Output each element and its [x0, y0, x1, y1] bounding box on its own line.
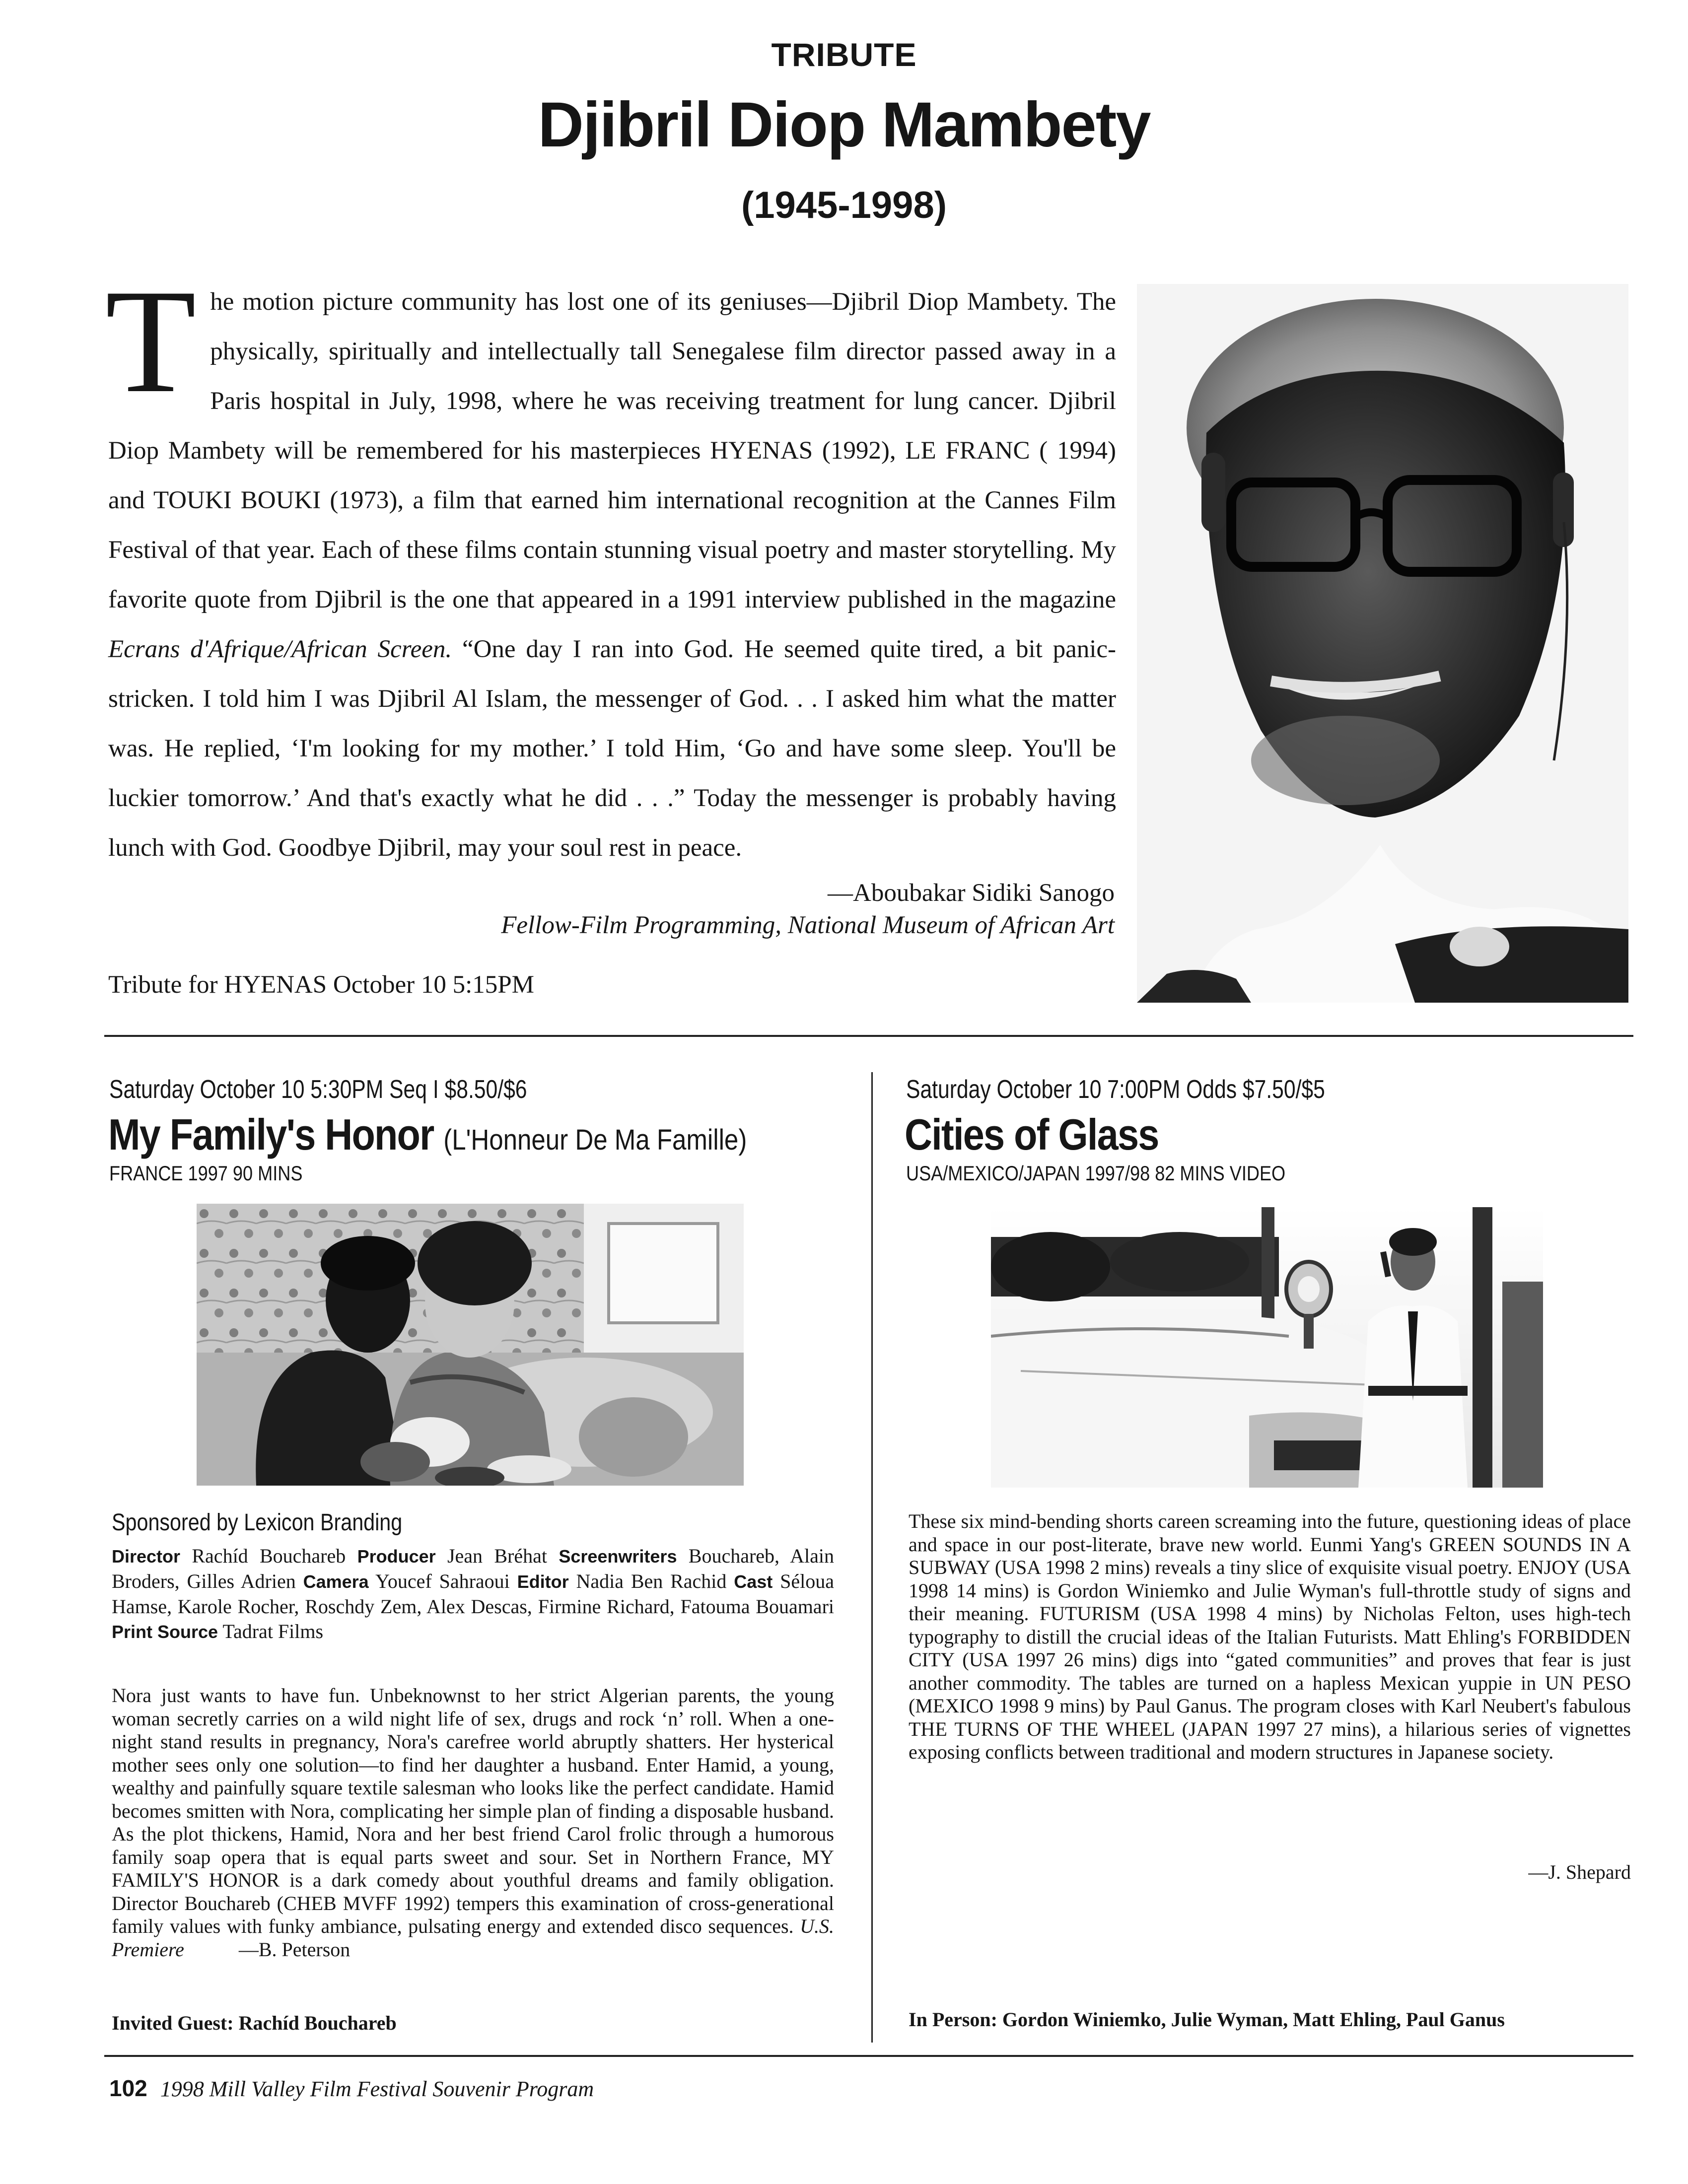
film-title-text: My Family's Honor	[108, 1110, 434, 1159]
film-title	[108, 1109, 747, 1160]
magazine-title: Ecrans d'Afrique/African Screen.	[108, 635, 452, 663]
credit-names: Youcef Sahraoui	[375, 1570, 510, 1592]
credit-role: Print Source	[112, 1622, 218, 1642]
credit-role: Screenwriters	[559, 1546, 677, 1567]
film-still-photo	[991, 1207, 1543, 1488]
footer-divider	[104, 2055, 1633, 2057]
tribute-author-affiliation: Fellow-Film Programming, National Museum of African Art	[501, 911, 1115, 939]
review-attribution: —J. Shepard	[1528, 1861, 1631, 1883]
tribute-screening-time: Tribute for HYENAS October 10 5:15PM	[108, 971, 535, 999]
film-meta: USA/MEXICO/JAPAN 1997/98 82 MINS VIDEO	[906, 1161, 1286, 1185]
film-still-photo	[197, 1204, 744, 1486]
in-person-guests: In Person: Gordon Winiemko, Julie Wyman, Matt Ehling, Paul Ganus	[909, 2008, 1505, 2031]
film-meta: FRANCE 1997 90 MINS	[109, 1161, 303, 1185]
film-screening-info: Saturday October 10 7:00PM Odds $7.50/$5	[906, 1075, 1325, 1104]
tribute-body-part2: “One day I ran into God. He seemed quite tired, a bit panic-stricken. I told him I was Djibril Al Islam, the messenger of God. . . I asked him what the matter was. He replied, ‘I'm looking for my mother.’ I told Him, ‘Go and have some sleep. You'll be luckier tomorrow.’ And that's exactly what he did . . .” Today the messenger is probably having lunch with God. Goodbye Djibril, may your soul rest in peace.	[108, 635, 1117, 862]
premiere-note: U.S. Premiere	[112, 1915, 834, 1961]
film-screening-info: Saturday October 10 5:30PM Seq I $8.50/$6	[109, 1075, 527, 1104]
credit-names: Jean Bréhat	[447, 1545, 547, 1567]
review-attribution: —B. Peterson	[238, 1938, 351, 1961]
page-number: 102	[109, 2075, 147, 2101]
tribute-author: —Aboubakar Sidiki Sanogo	[828, 879, 1115, 907]
credit-role: Producer	[357, 1546, 436, 1567]
credit-names: Tadrat Films	[222, 1620, 324, 1642]
page-footer	[109, 2075, 594, 2102]
life-years: (1945-1998)	[741, 184, 947, 226]
film-synopsis: These six mind-bending shorts careen screaming into the future, questioning ideas of place and space in our post-literate, brave new world. Eunmi Yang's GREEN SOUNDS IN A SUBWAY (USA 1998 2 mins) reveals a tiny slice of exquisite visual poetry. ENJOY (USA 1998 14 mins) is Gordon Winiemko and Julie Wyman's full-throttle study of signs and their meaning. FUTURISM (USA 1998 4 mins) by Nicholas Felton, uses high-tech typography to distill the crucial ideas of the Italian Futurists. Matt Ehling's FORBIDDEN CITY (USA 1997 26 mins) digs into “gated communities” and proves that fear is just another commodity. The tables are turned on a hapless Mexican yuppie in UN PESO (MEXICO 1998 9 mins) by Paul Ganus. The program closes with Karl Neubert's fabulous THE TURNS OF THE WHEEL (JAPAN 1997 27 mins), a hilarious series of vignettes exposing conflicts between traditional and modern structures in Japanese society.	[909, 1510, 1631, 1763]
film-title: Cities of Glass	[905, 1110, 1159, 1159]
invited-guest: Invited Guest: Rachíd Bouchareb	[112, 2012, 397, 2034]
section-divider-top	[104, 1035, 1633, 1037]
credit-role: Cast	[734, 1571, 773, 1592]
synopsis-text: Nora just wants to have fun. Unbeknownst to her strict Algerian parents, the young woman secretly carries on a wild night life of sex, drugs and rock ‘n’ roll. When a one-night stand results in pregnancy, Nora's carefree world abruptly shatters. Her hysterical mother sees only one solution—to find her daughter a husband. Enter Hamid, a young, wealthy and painfully square textile salesman who looks like the perfect candidate. Hamid becomes smitten with Nora, complicating her simple plan of finding a disposable husband. As the plot thickens, Hamid, Nora and her best friend Carol frolic through a humorous family soap opera that is equal parts sweet and sour. Set in Northern France, MY FAMILY'S HONOR is a dark comedy about youthful dreams and family obligation. Director Bouchareb (CHEB MVFF 1992) tempers this examination of cross-generational family values with funky ambiance, pulsating energy and extended disco sequences.	[112, 1684, 834, 1937]
column-divider	[871, 1072, 873, 2043]
credit-names: Rachíd Bouchareb	[192, 1545, 346, 1567]
tribute-body-part1: he motion picture community has lost one of its geniuses—Djibril Diop Mambety. The physically, spiritually and intellectually tall Senegalese film director passed away in a Paris hospital in July, 1998, where he was receiving treatment for lung cancer. Djibril Diop Mambety will be remembered for his masterpieces HYENAS (1992), LE FRANC ( 1994) and TOUKI BOUKI (1973), a film that earned him international recognition at the Cannes Film Festival of that year. Each of these films contain stunning visual poetry and master storytelling. My favorite quote from Djibril is the one that appeared in a 1991 interview published in the magazine	[108, 288, 1116, 614]
publication-title: 1998 Mill Valley Film Festival Souvenir Program	[160, 2077, 594, 2101]
film-synopsis	[112, 1684, 834, 1961]
credit-role: Editor	[517, 1571, 569, 1592]
section-kicker: TRIBUTE	[771, 36, 917, 73]
film-original-title: (L'Honneur De Ma Famille)	[443, 1124, 747, 1156]
credit-names: Séloua Hamse, Karole Rocher, Roschdy Zem, Alex Descas, Firmine Richard, Fatouma Bouamari	[112, 1570, 835, 1618]
credit-role: Camera	[303, 1571, 369, 1592]
tribute-article	[105, 259, 1117, 873]
director-portrait-photo	[1137, 284, 1628, 1003]
credit-names: Bouchareb, Alain Broders, Gilles Adrien	[112, 1545, 835, 1592]
drop-cap: T	[105, 259, 197, 423]
credit-role: Director	[112, 1546, 181, 1567]
credit-names: Nadia Ben Rachid	[576, 1570, 727, 1592]
film-credits	[112, 1544, 834, 1644]
film-sponsor: Sponsored by Lexicon Branding	[112, 1509, 403, 1536]
page-title: Djibril Diop Mambety	[538, 89, 1150, 160]
